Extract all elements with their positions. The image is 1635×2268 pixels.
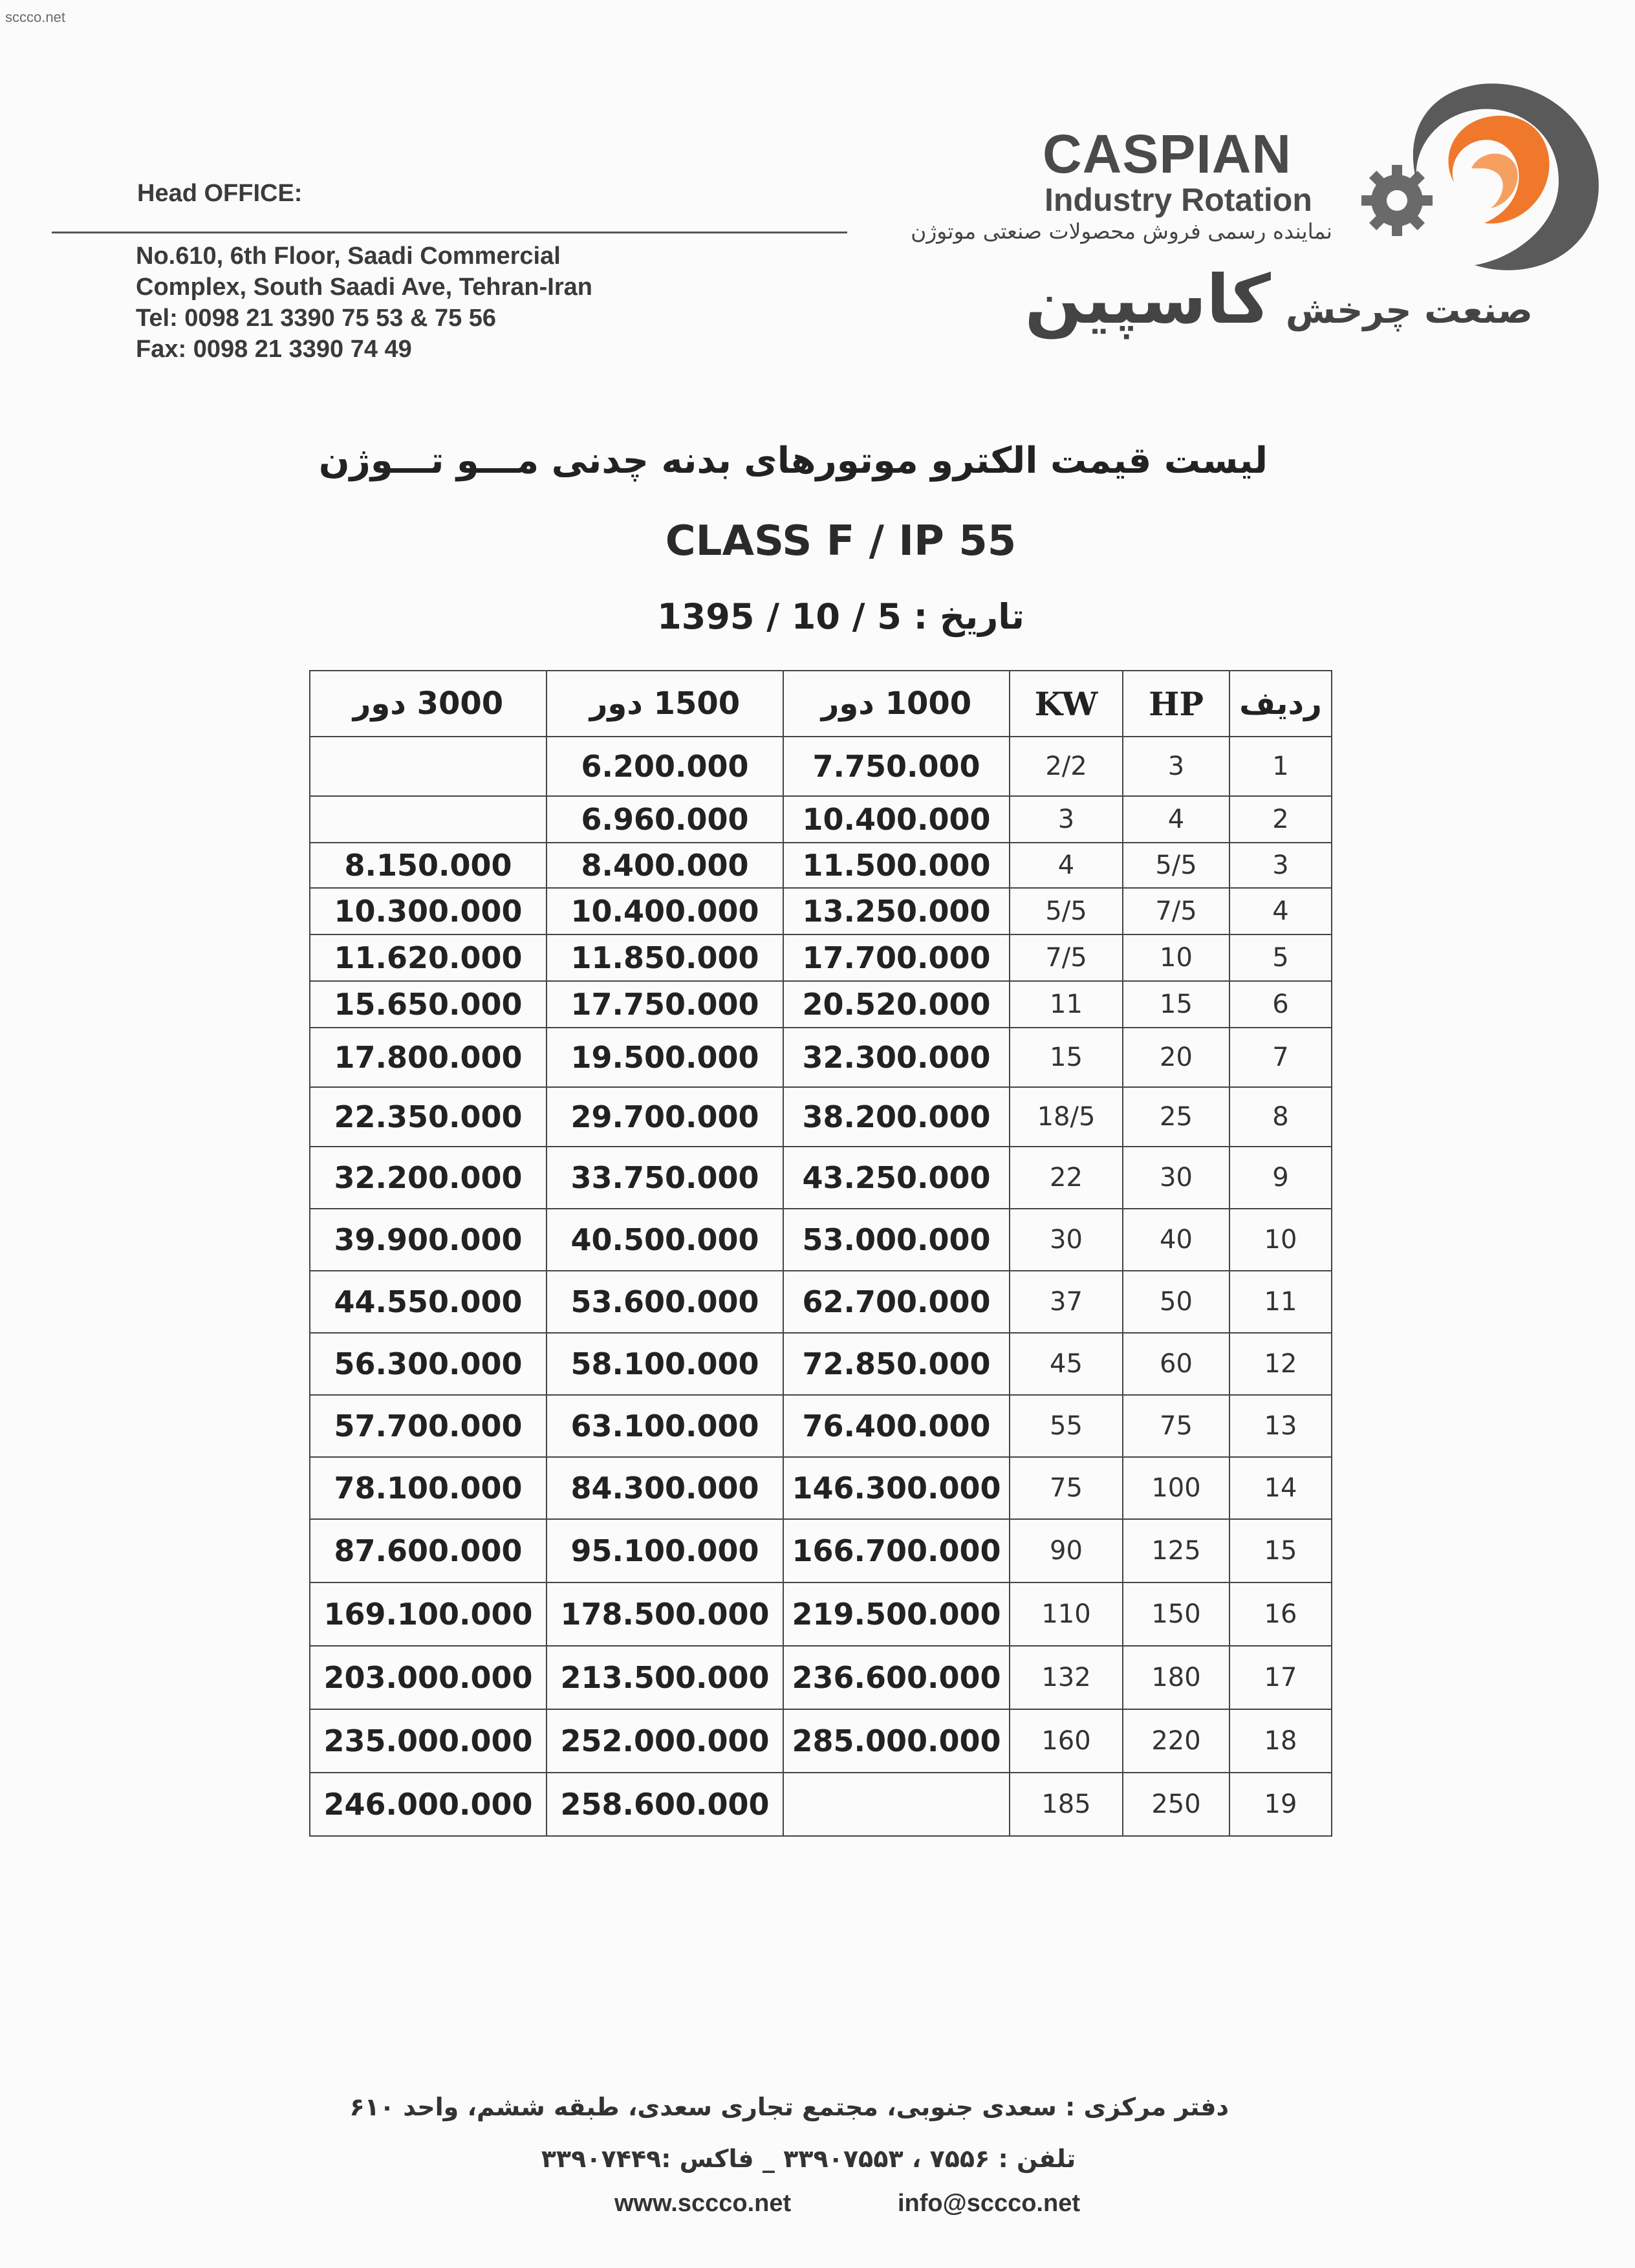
header-hp: HP	[1123, 671, 1229, 737]
cell-row-number: 1	[1229, 737, 1332, 796]
cell-price-1500rpm: 17.750.000	[547, 981, 783, 1028]
header-price-1000rpm: 1000 دور	[783, 671, 1010, 737]
cell-price-3000rpm	[310, 796, 547, 843]
cell-price-3000rpm: 57.700.000	[310, 1395, 547, 1457]
cell-kw: 18/5	[1010, 1087, 1123, 1147]
table-row	[310, 1773, 1332, 1836]
head-office-label: Head OFFICE:	[137, 180, 303, 207]
cell-price-1500rpm: 33.750.000	[547, 1147, 783, 1209]
cell-hp: 25	[1123, 1087, 1229, 1147]
table-row	[310, 737, 1332, 796]
brand-tagline-fa: نماینده رسمی فروش محصولات صنعتی موتوژن	[911, 219, 1332, 244]
cell-kw: 30	[1010, 1209, 1123, 1271]
cell-hp: 10	[1123, 934, 1229, 981]
caspian-logo-icon	[1352, 71, 1610, 285]
table-row	[310, 1582, 1332, 1646]
cell-hp: 150	[1123, 1582, 1229, 1646]
cell-kw: 3	[1010, 796, 1123, 843]
price-table	[309, 670, 1332, 1837]
cell-price-1000rpm: 53.000.000	[783, 1209, 1010, 1271]
cell-price-3000rpm: 32.200.000	[310, 1147, 547, 1209]
header-divider	[52, 232, 847, 233]
date-label: تاریخ :	[913, 596, 1024, 637]
table-row	[310, 1087, 1332, 1147]
cell-hp: 4	[1123, 796, 1229, 843]
cell-hp: 20	[1123, 1028, 1229, 1087]
brand-name-fa-main: کاسپین	[1024, 260, 1271, 339]
cell-kw: 22	[1010, 1147, 1123, 1209]
cell-price-3000rpm: 11.620.000	[310, 934, 547, 981]
address-line: No.610, 6th Floor, Saadi Commercial	[136, 243, 561, 270]
cell-row-number: 12	[1229, 1333, 1332, 1395]
cell-price-1500rpm: 11.850.000	[547, 934, 783, 981]
cell-hp: 125	[1123, 1519, 1229, 1582]
cell-row-number: 15	[1229, 1519, 1332, 1582]
cell-row-number: 10	[1229, 1209, 1332, 1271]
cell-price-1000rpm: 20.520.000	[783, 981, 1010, 1028]
cell-hp: 5/5	[1123, 843, 1229, 888]
cell-row-number: 7	[1229, 1028, 1332, 1087]
cell-price-1500rpm: 29.700.000	[547, 1087, 783, 1147]
cell-kw: 90	[1010, 1519, 1123, 1582]
cell-hp: 100	[1123, 1457, 1229, 1519]
cell-price-1000rpm: 219.500.000	[783, 1582, 1010, 1646]
cell-kw: 75	[1010, 1457, 1123, 1519]
class-spec: CLASS F / IP 55	[665, 517, 1017, 565]
cell-kw: 2/2	[1010, 737, 1123, 796]
cell-price-1500rpm: 213.500.000	[547, 1646, 783, 1709]
cell-kw: 45	[1010, 1333, 1123, 1395]
table-header-row	[310, 671, 1332, 737]
watermark: sccco.net	[5, 9, 65, 25]
office-address	[136, 241, 592, 365]
cell-hp: 15	[1123, 981, 1229, 1028]
cell-hp: 180	[1123, 1646, 1229, 1709]
cell-price-1000rpm	[783, 1773, 1010, 1836]
table-row	[310, 1028, 1332, 1087]
table-row	[310, 1209, 1332, 1271]
cell-price-1500rpm: 252.000.000	[547, 1709, 783, 1773]
footer-phone: تلفن : ۷۵۵۶ ، ۳۳۹۰۷۵۵۳ _ فاکس :۳۳۹۰۷۴۴۹	[541, 2144, 1076, 2173]
brand-name-fa-prefix: صنعت چرخش	[1285, 290, 1533, 332]
cell-price-3000rpm: 235.000.000	[310, 1709, 547, 1773]
cell-price-1000rpm: 285.000.000	[783, 1709, 1010, 1773]
cell-row-number: 19	[1229, 1773, 1332, 1836]
cell-price-3000rpm: 56.300.000	[310, 1333, 547, 1395]
cell-price-1000rpm: 62.700.000	[783, 1271, 1010, 1333]
cell-price-1500rpm: 95.100.000	[547, 1519, 783, 1582]
table-row	[310, 1271, 1332, 1333]
cell-row-number: 11	[1229, 1271, 1332, 1333]
cell-hp: 50	[1123, 1271, 1229, 1333]
cell-kw: 185	[1010, 1773, 1123, 1836]
table-row	[310, 1709, 1332, 1773]
cell-price-1500rpm: 10.400.000	[547, 888, 783, 934]
cell-price-1000rpm: 43.250.000	[783, 1147, 1010, 1209]
cell-row-number: 16	[1229, 1582, 1332, 1646]
cell-kw: 11	[1010, 981, 1123, 1028]
cell-price-1500rpm: 8.400.000	[547, 843, 783, 888]
address-line: Tel: 0098 21 3390 75 53 & 75 56	[136, 305, 497, 332]
cell-kw: 160	[1010, 1709, 1123, 1773]
footer-email[interactable]: info@sccco.net	[898, 2190, 1080, 2217]
cell-price-1000rpm: 10.400.000	[783, 796, 1010, 843]
cell-kw: 15	[1010, 1028, 1123, 1087]
cell-price-1000rpm: 32.300.000	[783, 1028, 1010, 1087]
cell-price-1000rpm: 236.600.000	[783, 1646, 1010, 1709]
cell-price-1000rpm: 72.850.000	[783, 1333, 1010, 1395]
cell-price-3000rpm: 87.600.000	[310, 1519, 547, 1582]
cell-hp: 30	[1123, 1147, 1229, 1209]
header-price-1500rpm: 1500 دور	[547, 671, 783, 737]
cell-row-number: 5	[1229, 934, 1332, 981]
cell-hp: 75	[1123, 1395, 1229, 1457]
cell-kw: 7/5	[1010, 934, 1123, 981]
cell-row-number: 14	[1229, 1457, 1332, 1519]
cell-price-1500rpm: 40.500.000	[547, 1209, 783, 1271]
cell-price-1000rpm: 7.750.000	[783, 737, 1010, 796]
cell-hp: 7/5	[1123, 888, 1229, 934]
cell-row-number: 18	[1229, 1709, 1332, 1773]
cell-row-number: 9	[1229, 1147, 1332, 1209]
cell-hp: 220	[1123, 1709, 1229, 1773]
document-title: لیست قیمت الکترو موتورهای بدنه چدنی مـــو تـــوژن	[318, 440, 1268, 482]
cell-price-1500rpm: 6.200.000	[547, 737, 783, 796]
table-row	[310, 981, 1332, 1028]
cell-price-3000rpm: 10.300.000	[310, 888, 547, 934]
brand-name-en: CASPIAN	[1043, 124, 1292, 184]
cell-kw: 132	[1010, 1646, 1123, 1709]
header-price-3000rpm: 3000 دور	[310, 671, 547, 737]
cell-price-1500rpm: 6.960.000	[547, 796, 783, 843]
cell-price-1000rpm: 11.500.000	[783, 843, 1010, 888]
header-kw: KW	[1010, 671, 1123, 737]
table-row	[310, 1457, 1332, 1519]
cell-row-number: 13	[1229, 1395, 1332, 1457]
cell-price-1000rpm: 17.700.000	[783, 934, 1010, 981]
table-row	[310, 1646, 1332, 1709]
cell-price-3000rpm: 169.100.000	[310, 1582, 547, 1646]
cell-price-1000rpm: 38.200.000	[783, 1087, 1010, 1147]
footer-address: دفتر مرکزی : سعدی جنوبی، مجتمع تجاری سعدی، طبقه ششم، واحد ۶۱۰	[349, 2093, 1229, 2121]
cell-row-number: 8	[1229, 1087, 1332, 1147]
cell-row-number: 6	[1229, 981, 1332, 1028]
cell-price-1000rpm: 76.400.000	[783, 1395, 1010, 1457]
cell-kw: 4	[1010, 843, 1123, 888]
table-row	[310, 934, 1332, 981]
cell-price-1500rpm: 53.600.000	[547, 1271, 783, 1333]
cell-hp: 3	[1123, 737, 1229, 796]
cell-price-3000rpm: 246.000.000	[310, 1773, 547, 1836]
date-value: 1395 / 10 / 5	[657, 596, 902, 637]
table-row	[310, 1333, 1332, 1395]
cell-price-1500rpm: 84.300.000	[547, 1457, 783, 1519]
cell-price-1500rpm: 19.500.000	[547, 1028, 783, 1087]
cell-price-3000rpm	[310, 737, 547, 796]
cell-price-3000rpm: 39.900.000	[310, 1209, 547, 1271]
table-row	[310, 1519, 1332, 1582]
header-row-number: ردیف	[1229, 671, 1332, 737]
cell-price-3000rpm: 22.350.000	[310, 1087, 547, 1147]
cell-hp: 250	[1123, 1773, 1229, 1836]
cell-price-3000rpm: 8.150.000	[310, 843, 547, 888]
table-row	[310, 843, 1332, 888]
cell-price-1500rpm: 258.600.000	[547, 1773, 783, 1836]
cell-hp: 60	[1123, 1333, 1229, 1395]
address-line: Complex, South Saadi Ave, Tehran-Iran	[136, 274, 592, 301]
cell-price-1000rpm: 13.250.000	[783, 888, 1010, 934]
table-row	[310, 1395, 1332, 1457]
cell-price-3000rpm: 78.100.000	[310, 1457, 547, 1519]
cell-price-3000rpm: 17.800.000	[310, 1028, 547, 1087]
document-date	[582, 596, 1099, 637]
table-row	[310, 796, 1332, 843]
cell-price-1500rpm: 178.500.000	[547, 1582, 783, 1646]
cell-price-1000rpm: 166.700.000	[783, 1519, 1010, 1582]
cell-price-1500rpm: 58.100.000	[547, 1333, 783, 1395]
cell-kw: 55	[1010, 1395, 1123, 1457]
table-body	[310, 737, 1332, 1836]
cell-row-number: 17	[1229, 1646, 1332, 1709]
footer-website[interactable]: www.sccco.net	[614, 2190, 792, 2217]
cell-price-3000rpm: 15.650.000	[310, 981, 547, 1028]
cell-row-number: 2	[1229, 796, 1332, 843]
cell-price-1000rpm: 146.300.000	[783, 1457, 1010, 1519]
cell-row-number: 3	[1229, 843, 1332, 888]
brand-subtitle-en: Industry Rotation	[1045, 182, 1312, 218]
table-row	[310, 888, 1332, 934]
cell-price-3000rpm: 203.000.000	[310, 1646, 547, 1709]
cell-price-3000rpm: 44.550.000	[310, 1271, 547, 1333]
cell-row-number: 4	[1229, 888, 1332, 934]
cell-kw: 37	[1010, 1271, 1123, 1333]
cell-kw: 110	[1010, 1582, 1123, 1646]
table-row	[310, 1147, 1332, 1209]
cell-hp: 40	[1123, 1209, 1229, 1271]
address-line: Fax: 0098 21 3390 74 49	[136, 336, 412, 363]
cell-price-1500rpm: 63.100.000	[547, 1395, 783, 1457]
cell-kw: 5/5	[1010, 888, 1123, 934]
